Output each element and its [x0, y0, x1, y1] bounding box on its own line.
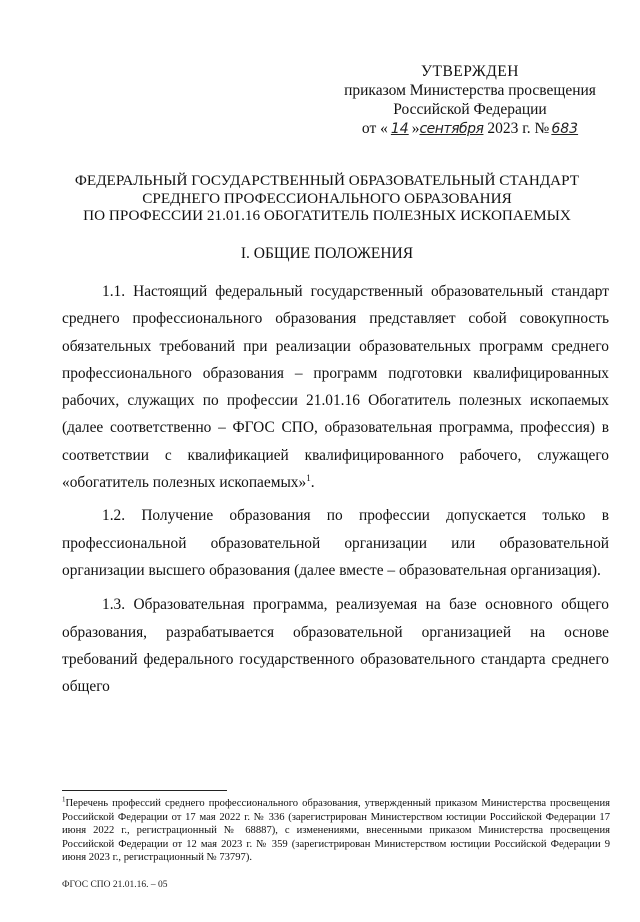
date-mid: »	[411, 120, 420, 137]
footnote-text: Перечень профессий среднего профессионального образования, утвержденный приказом Министерства просвещения Российской Федерации от 17 мая 2022 г. № 336 (зарегистрирован Министерством юстиции Российской Федерации 17 июня 2022 г., регистрационный № 68887), с изменениями, внесенными приказом Министерства просвещения Российской Федерации от 12 мая 2023 г. № 359 (зарегистрирован Министерством юстиции Российской Федерации 9 июня 2023 г., регистрационный № 73797).	[62, 798, 610, 864]
approval-heading: УТВЕРЖДЕН	[421, 63, 519, 80]
date-prefix: от «	[361, 120, 388, 137]
handwritten-month: сентября	[419, 121, 484, 137]
paragraph-1-1-end: .	[310, 474, 315, 492]
approval-line-ministry: приказом Министерства просвещения	[344, 82, 596, 99]
paragraph-1-1-text: 1.1. Настоящий федеральный государственный образовательный стандарт среднего профессионального образования представляет собой совокупность обязательных требований при реализации образовательных программ среднего профессионального образования – программ подготовки квалифицированных рабочих, служащих по профессии 21.01.16 Обогатитель полезных ископаемых (далее соответственно – ФГОС СПО, образовательная программа, профессия) в соответствии с квалификацией квалифицированного рабочего, служащего «обогатитель полезных ископаемых»	[62, 283, 609, 492]
number-prefix: №	[534, 120, 550, 137]
footnote-reference: 1	[306, 472, 311, 483]
document-code: ФГОС СПО 21.01.16. – 05	[62, 880, 168, 890]
approval-block	[330, 62, 610, 139]
body-text	[62, 278, 609, 706]
document-title	[62, 172, 592, 225]
footnote-divider	[62, 790, 227, 791]
title-line-2: СРЕДНЕГО ПРОФЕССИОНАЛЬНОГО ОБРАЗОВАНИЯ	[142, 189, 512, 207]
section-heading: I. ОБЩИЕ ПОЛОЖЕНИЯ	[240, 245, 414, 262]
footnote	[62, 797, 610, 865]
paragraph-1-3: 1.3. Образовательная программа, реализуемая на базе основного общего образования, разрабатывается образовательной организацией на основе требований федерального государственного образовательного стандарта среднего общего	[62, 596, 609, 696]
paragraph-1-1	[62, 278, 609, 496]
paragraph-1-2: 1.2. Получение образования по профессии допускается только в профессиональной образовательной организации или образовательной организации высшего образования (далее вместе – образовательная организация).	[62, 507, 609, 579]
title-line-3: ПО ПРОФЕССИИ 21.01.16 ОБОГАТИТЕЛЬ ПОЛЕЗНЫХ ИСКОПАЕМЫХ	[83, 207, 571, 224]
date-year: 2023 г.	[487, 120, 531, 137]
title-line-1: ФЕДЕРАЛЬНЫЙ ГОСУДАРСТВЕННЫЙ ОБРАЗОВАТЕЛЬНЫЙ СТАНДАРТ	[74, 172, 580, 189]
footnote-number: 1	[62, 795, 66, 804]
approval-line-federation: Российской Федерации	[393, 101, 547, 118]
handwritten-order-number: 683	[551, 121, 579, 137]
handwritten-day: 14	[390, 121, 409, 137]
approval-date-line	[330, 119, 610, 139]
